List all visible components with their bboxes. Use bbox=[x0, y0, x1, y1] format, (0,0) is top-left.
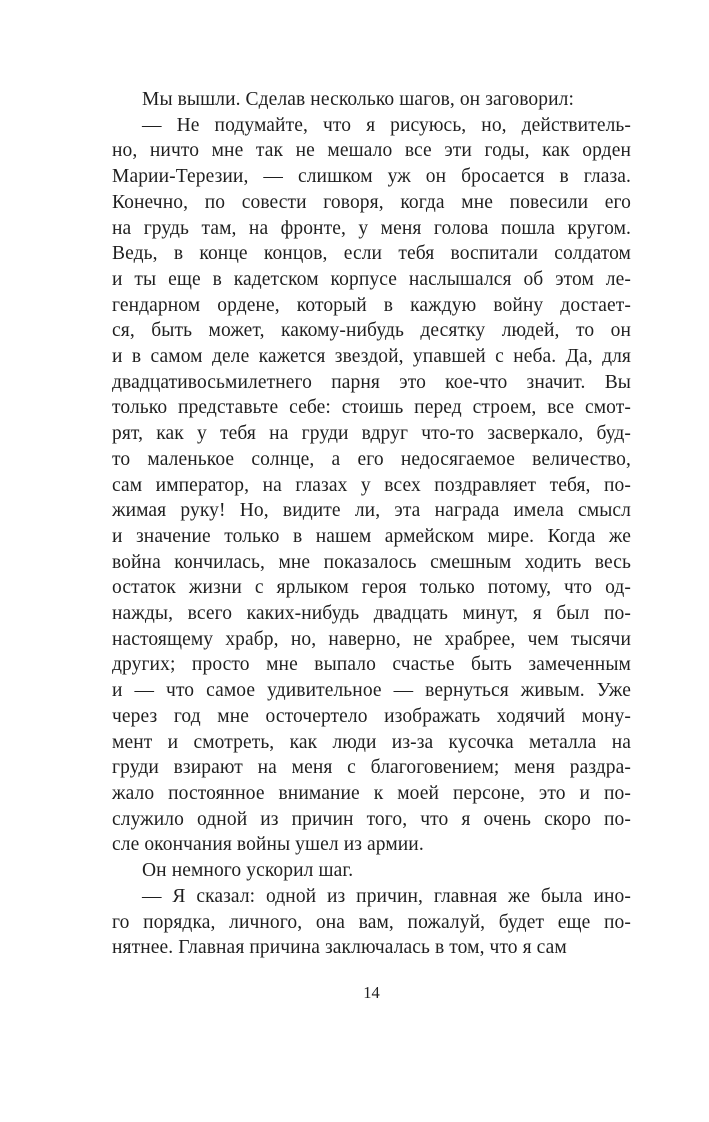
page-number: 14 bbox=[363, 983, 380, 1002]
paragraph-line: война кончилась, мне показалось смешным ходить весь bbox=[112, 551, 631, 573]
paragraph-line: то маленькое солнце, а его недосягаемое величество, bbox=[112, 448, 631, 470]
paragraph-line: Марии-Терезии, — слишком уж он бросается в глаза. bbox=[112, 166, 631, 188]
paragraph bbox=[112, 858, 631, 884]
text-block bbox=[112, 87, 631, 961]
paragraph-line: рят, как у тебя на груди вдруг что-то засверкало, буд- bbox=[112, 423, 631, 445]
paragraph-line: через год мне осточертело изображать ходячий мону- bbox=[112, 705, 631, 727]
paragraph-line: и значение только в нашем армейском мире. Когда же bbox=[112, 525, 631, 547]
paragraph-line: го порядка, личного, она вам, пожалуй, будет еще по- bbox=[112, 911, 631, 933]
paragraph-line: ся, быть может, какому-нибудь десятку людей, то он bbox=[112, 320, 631, 342]
paragraph bbox=[112, 884, 631, 961]
paragraph bbox=[112, 87, 631, 113]
paragraph-line: мент и смотреть, как люди из-за кусочка металла на bbox=[112, 731, 631, 753]
paragraph-line: двадцативосьмилетнего парня это кое-что значит. Вы bbox=[112, 371, 631, 393]
paragraph-line: жало постоянное внимание к моей персоне, это и по- bbox=[112, 782, 631, 804]
paragraph-line: нажды, всего каких-нибудь двадцать минут, я был по- bbox=[112, 603, 631, 625]
paragraph-line: настоящему храбр, но, наверно, не храбрее, чем тысячи bbox=[112, 628, 631, 650]
paragraph-line: служило одной из причин того, что я очень скоро по- bbox=[112, 808, 631, 830]
paragraph-line: Мы вышли. Сделав несколько шагов, он заговорил: bbox=[142, 89, 574, 110]
paragraph-line: сле окончания войны ушел из армии. bbox=[112, 834, 424, 856]
paragraph-line: жимая руку! Но, видите ли, эта награда имела смысл bbox=[112, 500, 631, 522]
paragraph-line: остаток жизни с ярлыком героя только потому, что од- bbox=[112, 577, 631, 599]
paragraph-line: Он немного ускорил шаг. bbox=[142, 860, 354, 882]
paragraph-line: гендарном ордене, который в каждую войну достает- bbox=[112, 294, 631, 316]
paragraph-line: и ты еще в кадетском корпусе наслышался об этом ле- bbox=[112, 268, 631, 290]
paragraph-line: только представьте себе: стоишь перед строем, все смот- bbox=[112, 397, 631, 419]
paragraph-line: — Не подумайте, что я рисуюсь, но, действитель- bbox=[142, 114, 631, 136]
paragraph-line: нятнее. Главная причина заключалась в том, что я сам bbox=[112, 937, 567, 959]
paragraph-line: но, ничто мне так не мешало все эти годы, как орден bbox=[112, 140, 631, 162]
paragraph-line: и в самом деле кажется звездой, упавшей с неба. Да, для bbox=[112, 346, 631, 368]
paragraph-line: — Я сказал: одной из причин, главная же была ино- bbox=[142, 885, 631, 907]
paragraph-line: Конечно, по совести говоря, когда мне повесили его bbox=[112, 191, 631, 213]
paragraph-line: сам император, на глазах у всех поздравляет тебя, по- bbox=[112, 474, 631, 496]
paragraph-line: груди взирают на меня с благоговением; меня раздра- bbox=[112, 757, 631, 779]
paragraph-line: и — что самое удивительное — вернуться живым. Уже bbox=[112, 680, 631, 702]
paragraph-line: других; просто мне выпало счастье быть замеченным bbox=[112, 654, 631, 676]
paragraph-line: на грудь там, на фронте, у меня голова пошла кругом. bbox=[112, 217, 631, 239]
paragraph-line: Ведь, в конце концов, если тебя воспитали солдатом bbox=[112, 243, 631, 265]
paragraph bbox=[112, 113, 631, 858]
